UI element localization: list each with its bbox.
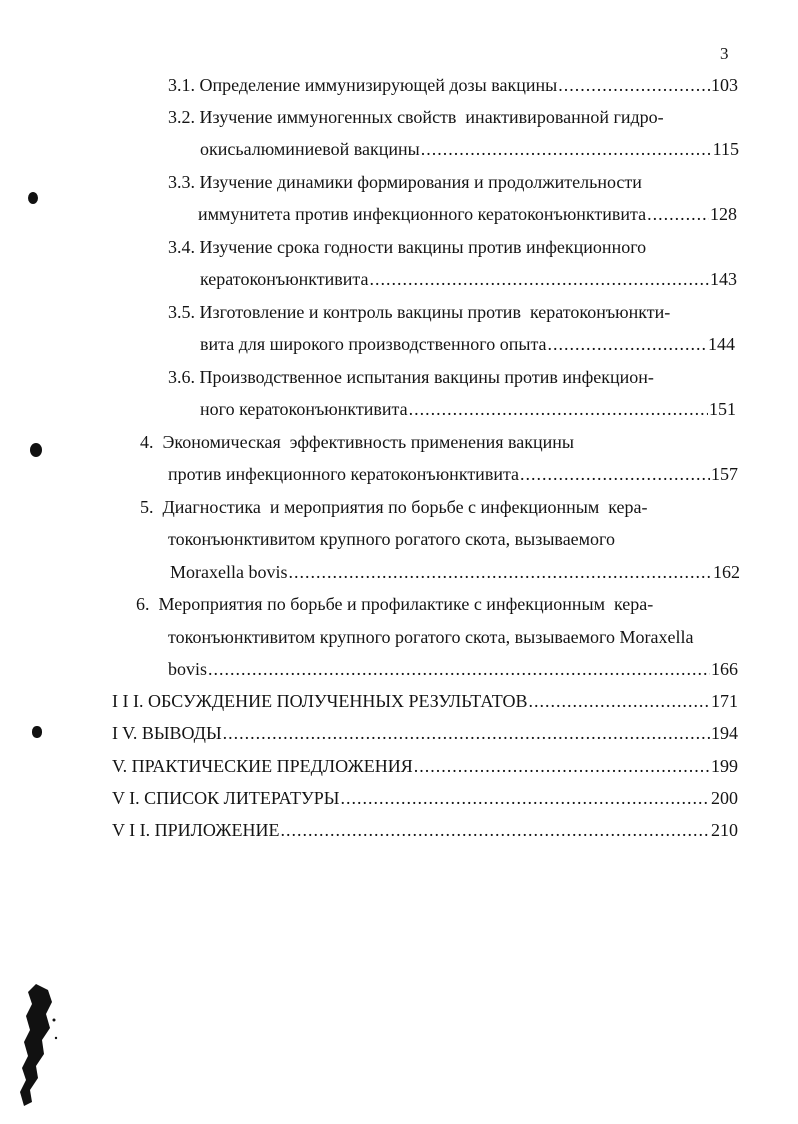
toc-page-number: 199 — [711, 756, 738, 776]
toc-entry-line: 3.4. Изучение срока годности вакцины против инфекционного — [168, 237, 647, 257]
toc-page-number: 157 — [711, 464, 738, 484]
toc-page-number: 210 — [711, 820, 738, 840]
toc-entry — [198, 203, 737, 225]
dot-leader — [409, 398, 708, 420]
toc-entry-text: Moraxella bovis — [170, 562, 288, 582]
toc-entry-text: окисьалюминиевой вакцины — [200, 139, 420, 159]
toc-entry-text: 3.1. Определение иммунизирующей дозы вакцины — [168, 75, 558, 95]
dot-leader — [281, 819, 710, 841]
toc-entry-text: bovis — [168, 659, 208, 679]
toc-page-number: 151 — [709, 399, 736, 419]
dot-leader — [340, 787, 710, 809]
toc-entry-line: токонъюнктивитом крупного рогатого скота, вызываемого Moraxella — [168, 627, 694, 647]
toc-entry-line: 3.3. Изучение динамики формирования и продолжительности — [168, 172, 642, 192]
toc-entry-text: I I I. ОБСУЖДЕНИЕ ПОЛУЧЕННЫХ РЕЗУЛЬТАТОВ — [112, 691, 528, 711]
toc-page-number: 171 — [711, 691, 738, 711]
dot-leader — [421, 138, 712, 160]
dot-leader — [558, 74, 710, 96]
toc-entry — [112, 690, 738, 712]
dot-leader — [548, 333, 707, 355]
toc-entry-text: против инфекционного кератоконъюнктивита — [168, 464, 520, 484]
toc-entry — [168, 658, 738, 680]
page-number: 3 — [720, 44, 729, 63]
binding-hole-mark — [30, 443, 42, 457]
dot-leader — [370, 268, 709, 290]
toc-entry-text: V I. СПИСОК ЛИТЕРАТУРЫ — [112, 788, 340, 808]
dot-leader — [520, 463, 710, 485]
dot-leader — [223, 722, 710, 744]
toc-page-number: 103 — [711, 75, 738, 95]
toc-entry — [112, 755, 738, 777]
toc-entry-line: токонъюнктивитом крупного рогатого скота, вызываемого — [168, 529, 615, 549]
toc-page-number: 162 — [713, 562, 740, 582]
toc-entry — [200, 398, 736, 420]
toc-entry — [200, 268, 737, 290]
toc-entry-line: 5. Диагностика и мероприятия по борьбе с инфекционным кера- — [140, 497, 648, 517]
toc-entry-line: 3.6. Производственное испытания вакцины против инфекцион- — [168, 367, 654, 387]
toc-entry-line: 3.5. Изготовление и контроль вакцины против кератоконъюнкти- — [168, 302, 671, 322]
toc-page-number: 115 — [712, 139, 739, 159]
binding-hole-mark — [32, 726, 42, 738]
binding-hole-mark — [28, 192, 38, 204]
toc-entry — [170, 561, 740, 583]
toc-entry — [112, 722, 738, 744]
dot-leader — [208, 658, 710, 680]
toc-entry — [112, 819, 738, 841]
toc-entry-text: кератоконъюнктивита — [200, 269, 369, 289]
toc-entry-text: вита для широкого производственного опыта — [200, 334, 547, 354]
dot-leader — [647, 203, 709, 225]
toc-entry — [200, 138, 739, 160]
toc-page-number: 143 — [710, 269, 737, 289]
toc-entry-text: I V. ВЫВОДЫ — [112, 723, 222, 743]
toc-entry-line: 6. Мероприятия по борьбе и профилактике с инфекционным кера- — [136, 594, 654, 614]
toc-entry-text: иммунитета против инфекционного кератоконъюнктивита — [198, 204, 647, 224]
toc-page-number: 128 — [710, 204, 737, 224]
toc-page-number: 144 — [708, 334, 735, 354]
toc-entry — [200, 333, 735, 355]
toc-page-number: 200 — [711, 788, 738, 808]
toc-entry — [112, 787, 738, 809]
toc-entry-text: V. ПРАКТИЧЕСКИЕ ПРЕДЛОЖЕНИЯ — [112, 756, 413, 776]
toc-entry-line: 3.2. Изучение иммуногенных свойств инактивированной гидро- — [168, 107, 664, 127]
toc-entry-text: ного кератоконъюнктивита — [200, 399, 408, 419]
toc-entry — [168, 74, 738, 96]
toc-entry-text: V I I. ПРИЛОЖЕНИЕ — [112, 820, 280, 840]
dot-leader — [414, 755, 710, 777]
toc-entry — [168, 463, 738, 485]
dot-leader — [529, 690, 710, 712]
toc-page-number: 194 — [711, 723, 738, 743]
dot-leader — [288, 561, 712, 583]
toc-entry-line: 4. Экономическая эффективность применения вакцины — [140, 432, 575, 452]
toc-page-number: 166 — [711, 659, 738, 679]
scan-edge-blot — [10, 980, 60, 1110]
